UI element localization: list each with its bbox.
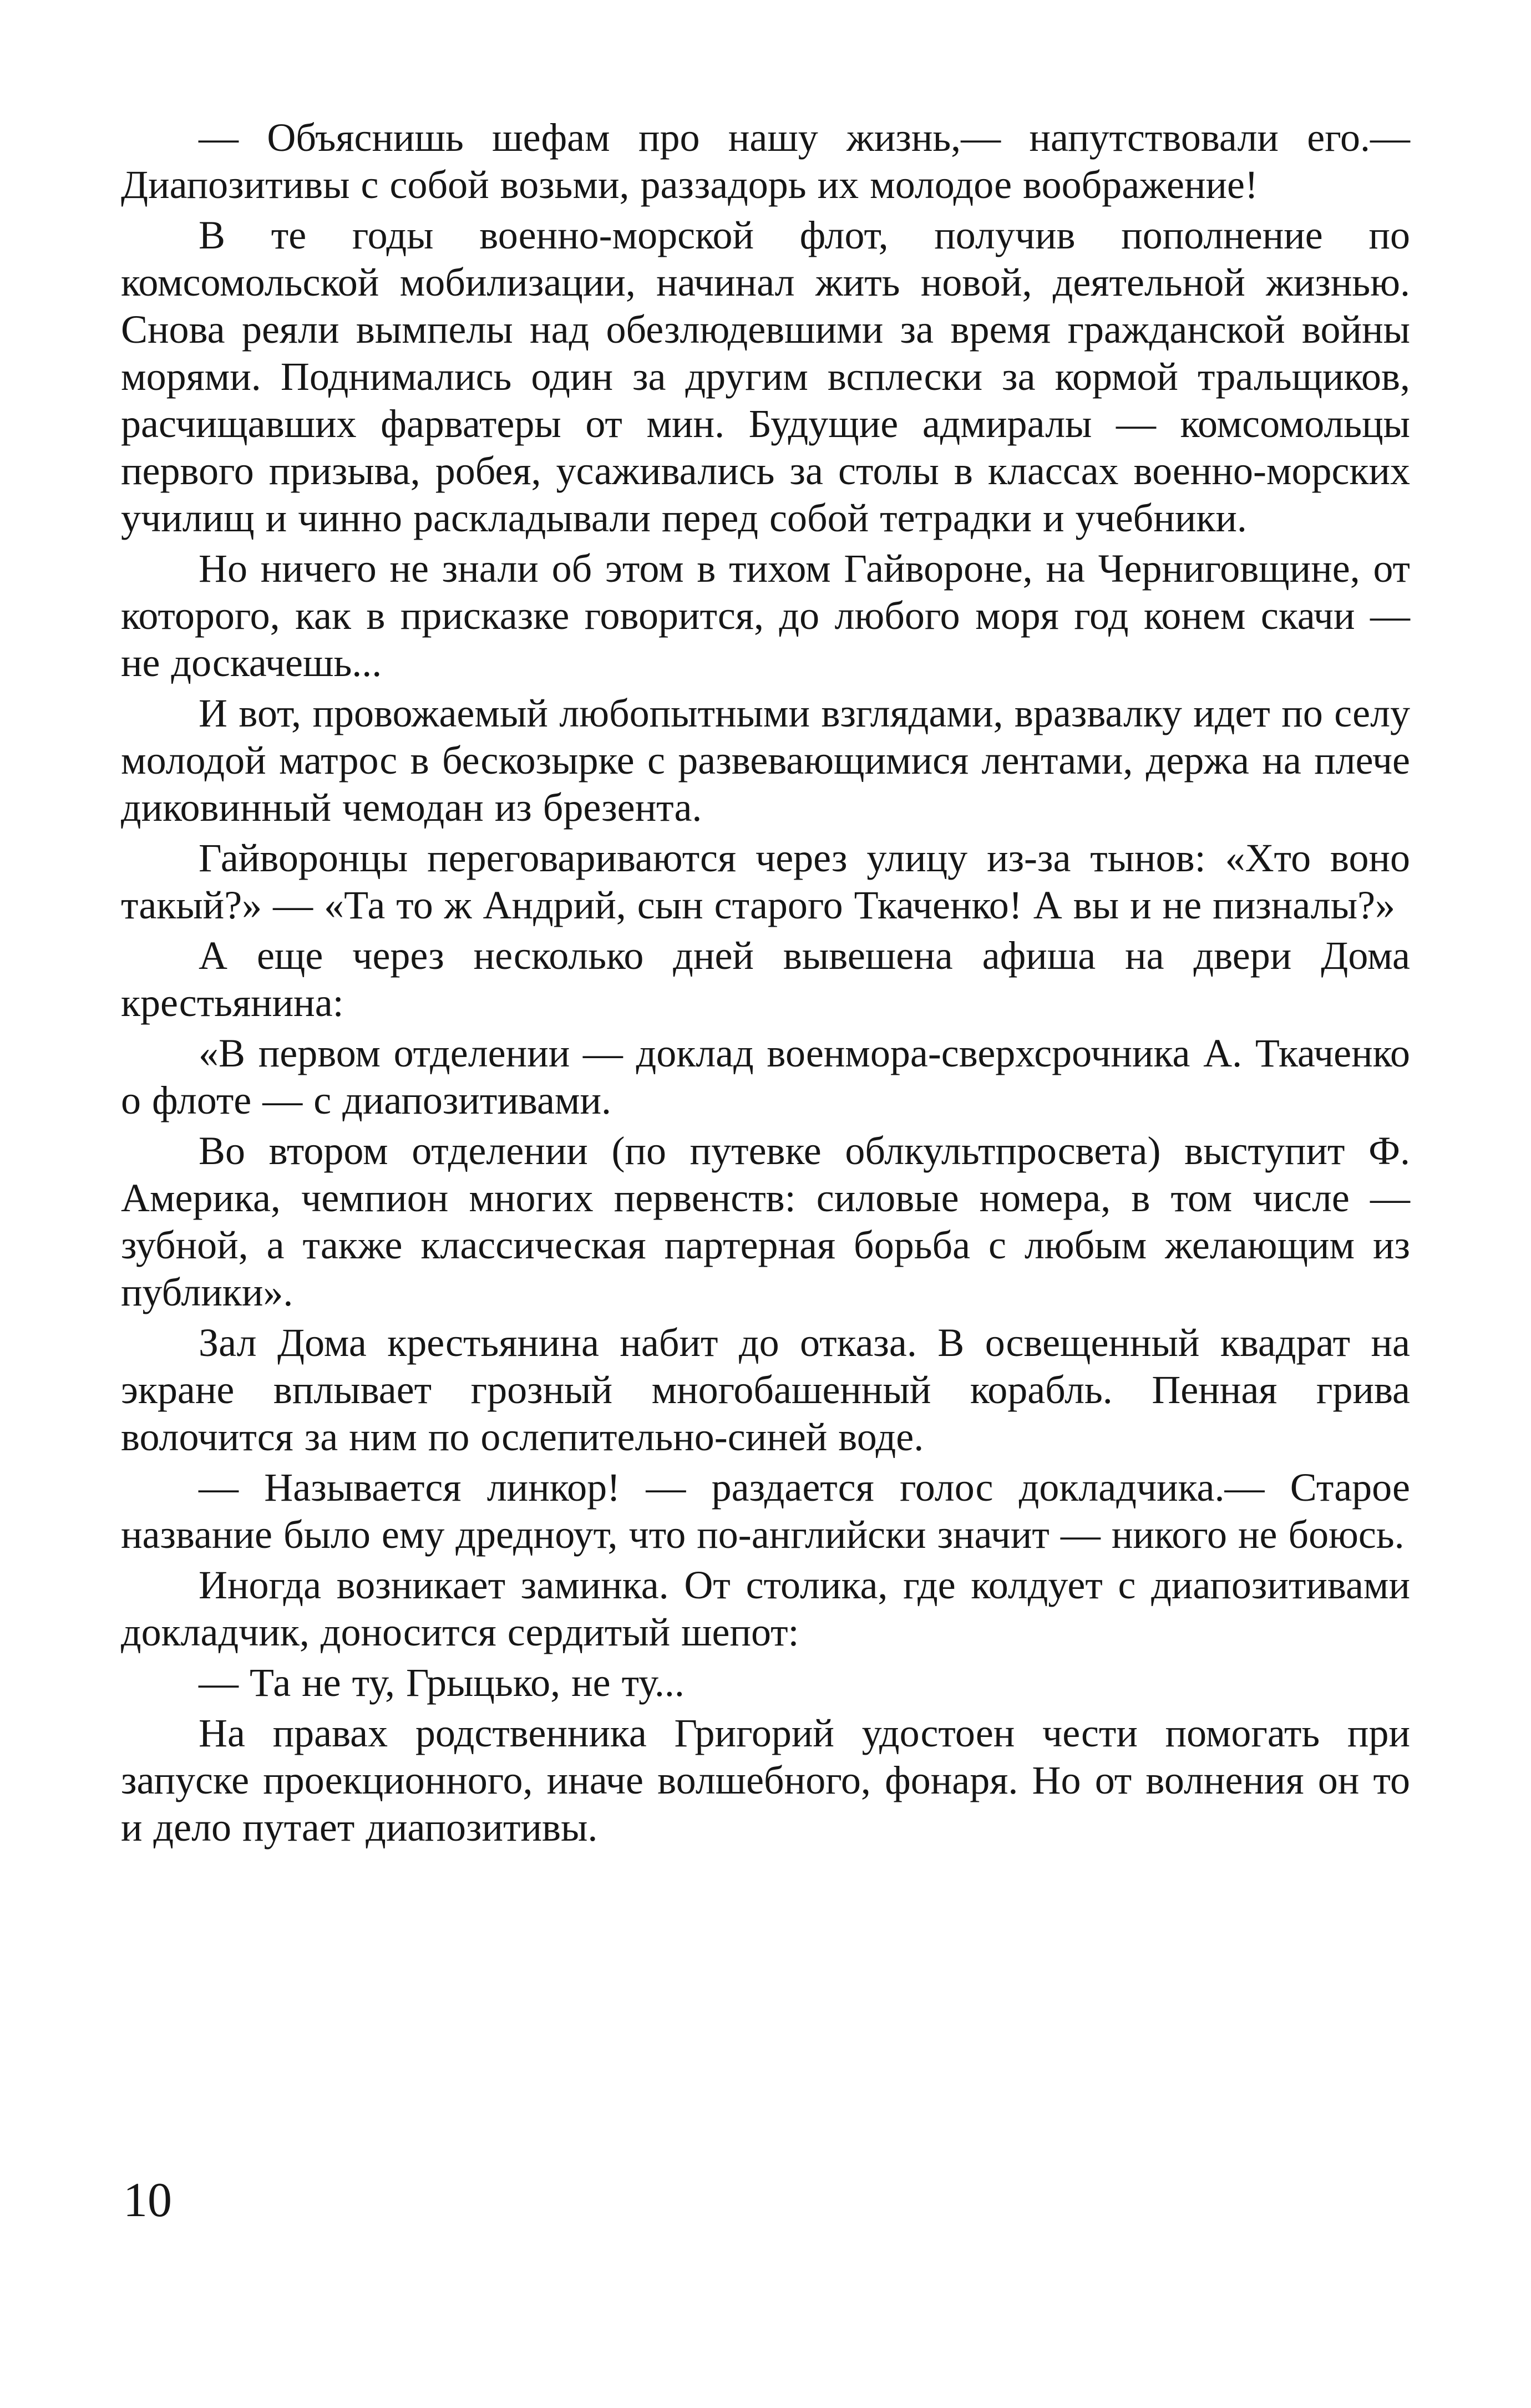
paragraph: В те годы военно-морской флот, получив пополнение по комсомольской мобилизации, начинал жить новой, деятельной жизнью. Снова реяли вымпелы над обезлюдевшими за время гражданской войны морями. Поднимались один за другим всплески за кормой тральщиков, расчищавших фарватеры от мин. Будущие адмиралы — комсомольцы первого призыва, робея, усаживались за столы в классах военно-морских училищ и чинно раскладывали перед собой тетрадки и учебники. (121, 213, 1410, 540)
paragraph: — Та не ту, Грыцько, не ту... (199, 1660, 685, 1705)
page-number: 10 (123, 2173, 172, 2227)
paragraph: — Объяснишь шефам про нашу жизнь,— напутствовали его.— Диапозитивы с собой возьми, раззадорь их молодое воображение! (121, 115, 1410, 207)
page-body (121, 114, 1410, 1855)
paragraph: Иногда возникает заминка. От столика, где колдует с диапозитивами докладчик, доносится сердитый шепот: (121, 1563, 1410, 1654)
paragraph: А еще через несколько дней вывешена афиша на двери Дома крестьянина: (121, 933, 1410, 1025)
paragraph: «В первом отделении — доклад военмора-сверхсрочника А. Ткаченко о флоте — с диапозитивами. (121, 1031, 1410, 1122)
paragraph: Гайворонцы переговариваются через улицу из-за тынов: «Хто воно такый?» — «Та то ж Андрий, сын старого Ткаченко! А вы и не пизналы?» (121, 836, 1410, 927)
paragraph: — Называется линкор! — раздается голос докладчика.— Старое название было ему дредноут, что по-английски значит — никого не боюсь. (121, 1465, 1410, 1557)
paragraph: Зал Дома крестьянина набит до отказа. В освещенный квадрат на экране вплывает грозный многобашенный корабль. Пенная грива волочится за ним по ослепительно-синей воде. (121, 1320, 1410, 1459)
paragraph: Но ничего не знали об этом в тихом Гайвороне, на Черниговщине, от которого, как в присказке говорится, до любого моря год конем скачи — не доскачешь... (121, 546, 1410, 685)
paragraph: И вот, провожаемый любопытными взглядами, вразвалку идет по селу молодой матрос в бескозырке с развевающимися лентами, держа на плече диковинный чемодан из брезента. (121, 691, 1410, 830)
paragraph: Во втором отделении (по путевке облкультпросвета) выступит Ф. Америка, чемпион многих первенств: силовые номера, в том числе — зубной, а также классическая партерная борьба с любым желающим из публики». (121, 1129, 1410, 1314)
paragraph: На правах родственника Григорий удостоен чести помогать при запуске проекционного, иначе волшебного, фонаря. Но от волнения он то и дело путает диапозитивы. (121, 1711, 1410, 1850)
